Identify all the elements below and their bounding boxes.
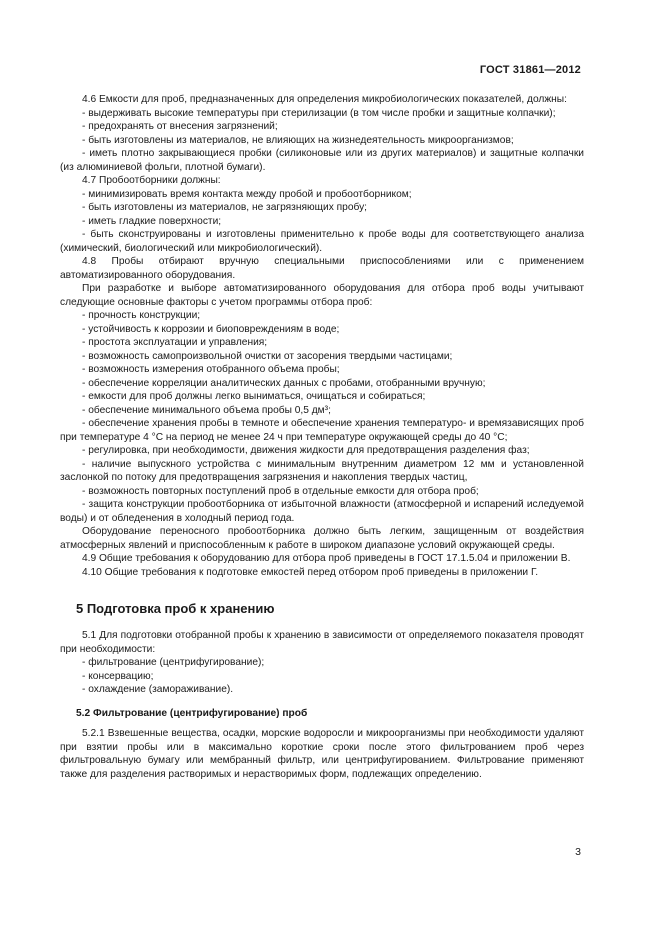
section-5-2-title: 5.2 Фильтрование (центрифугирование) проб bbox=[76, 707, 308, 719]
list-item: - предохранять от внесения загрязнений; bbox=[82, 121, 278, 132]
list-item: - обеспечение корреляции аналитических данных с пробами, отобранными вручную; bbox=[82, 377, 486, 389]
list-item: - фильтрование (центрифугирование); bbox=[82, 657, 265, 668]
list-item: - наличие выпускного устройства с минимальным внутренним диаметром 12 мм и установленной заслонкой по потоку для предотвращения загрязнения и накопления твердых частиц, bbox=[60, 458, 584, 483]
list-item: - возможность измерения отобранного объема пробы; bbox=[82, 364, 340, 375]
page-number: 3 bbox=[575, 846, 581, 858]
section-4-8-portable: Оборудование переносного пробоотборника должно быть легким, защищенным от воздействия атмосферных явлений и приспособленным к работе в широком диапазоне условий окружающей среды. bbox=[60, 526, 584, 551]
section-4-8-intro: 4.8 Пробы отбирают вручную специальными приспособлениями или с применением автоматизированного оборудования. bbox=[60, 256, 584, 281]
list-item: - емкости для проб должны легко выниматься, очищаться и собираться; bbox=[82, 391, 426, 402]
list-item: - обеспечение хранения пробы в темноте и обеспечение хранения температуро- и времязависящих проб при температуре 4 °С на период не менее 24 ч при температуре окружающей среды до 40 °С; bbox=[60, 418, 584, 443]
list-item: - быть изготовлены из материалов, не влияющих на жизнедеятельность микроорганизмов; bbox=[82, 134, 514, 146]
list-item: - возможность самопроизвольной очистки от засорения твердыми частицами; bbox=[82, 350, 453, 362]
list-item: - регулировка, при необходимости, движения жидкости для предотвращения разделения фаз; bbox=[82, 445, 530, 456]
list-item: - консервацию; bbox=[82, 670, 154, 682]
section-4-8-factors-intro: При разработке и выборе автоматизированного оборудования для отбора проб воды учитывают следующие основные факторы с учетом программы отбора проб: bbox=[60, 283, 584, 308]
list-item: - простота эксплуатации и управления; bbox=[82, 337, 268, 348]
section-5-title: 5 Подготовка проб к хранению bbox=[76, 601, 275, 616]
list-item: - быть сконструированы и изготовлены применительно к пробе воды для соответствующего анализа (химический, биологический или микробиологический). bbox=[60, 229, 584, 254]
list-item: - выдерживать высокие температуры при стерилизации (в том числе пробки и защитные колпачки); bbox=[82, 107, 556, 119]
document-body bbox=[60, 93, 584, 781]
section-4-6-intro: 4.6 Емкости для проб, предназначенных для определения микробиологических показателей, должны: bbox=[82, 94, 567, 105]
section-5-1: 5.1 Для подготовки отобранной пробы к хранению в зависимости от определяемого показателя проводят при необходимости: bbox=[60, 630, 584, 655]
list-item: - устойчивость к коррозии и биоповреждениям в воде; bbox=[82, 323, 340, 335]
standard-header: ГОСТ 31861—2012 bbox=[479, 64, 581, 76]
section-4-9: 4.9 Общие требования к оборудованию для отбора проб приведены в ГОСТ 17.1.5.04 и приложении В. bbox=[82, 553, 571, 564]
list-item: - иметь гладкие поверхности; bbox=[82, 215, 222, 227]
section-5-2-1: 5.2.1 Взвешенные вещества, осадки, морские водоросли и микроорганизмы при необходимости удаляют при взятии пробы или в максимально короткие сроки после этого фильтрованием проб через фильтровальную бумагу или мембранный фильтр, или центрифугированием. Фильтрование применяют также для разделения растворимых и нерастворимых форм, подлежащих определению. bbox=[60, 728, 584, 780]
list-item: - обеспечение минимального объема пробы 0,5 дм³; bbox=[82, 404, 331, 416]
list-item: - быть изготовлены из материалов, не загрязняющих пробу; bbox=[82, 202, 368, 213]
list-item: - охлаждение (замораживание). bbox=[82, 684, 234, 695]
list-item: - возможность повторных поступлений проб в отдельные емкости для отбора проб; bbox=[82, 485, 479, 497]
list-item: - минимизировать время контакта между пробой и пробоотборником; bbox=[82, 188, 412, 200]
list-item: - защита конструкции пробоотборника от избыточной влажности (атмосферной и испарений иследуемой воды) и от обледенения в холодный период года. bbox=[60, 499, 584, 524]
section-4-10: 4.10 Общие требования к подготовке емкостей перед отбором проб приведены в приложении Г. bbox=[82, 566, 539, 578]
list-item: - иметь плотно закрывающиеся пробки (силиконовые или из других материалов) и защитные колпачки (из алюминиевой фольги, плотной бумаги). bbox=[60, 148, 584, 173]
section-4-7-intro: 4.7 Пробоотборники должны: bbox=[82, 175, 221, 186]
list-item: - прочность конструкции; bbox=[82, 310, 201, 321]
